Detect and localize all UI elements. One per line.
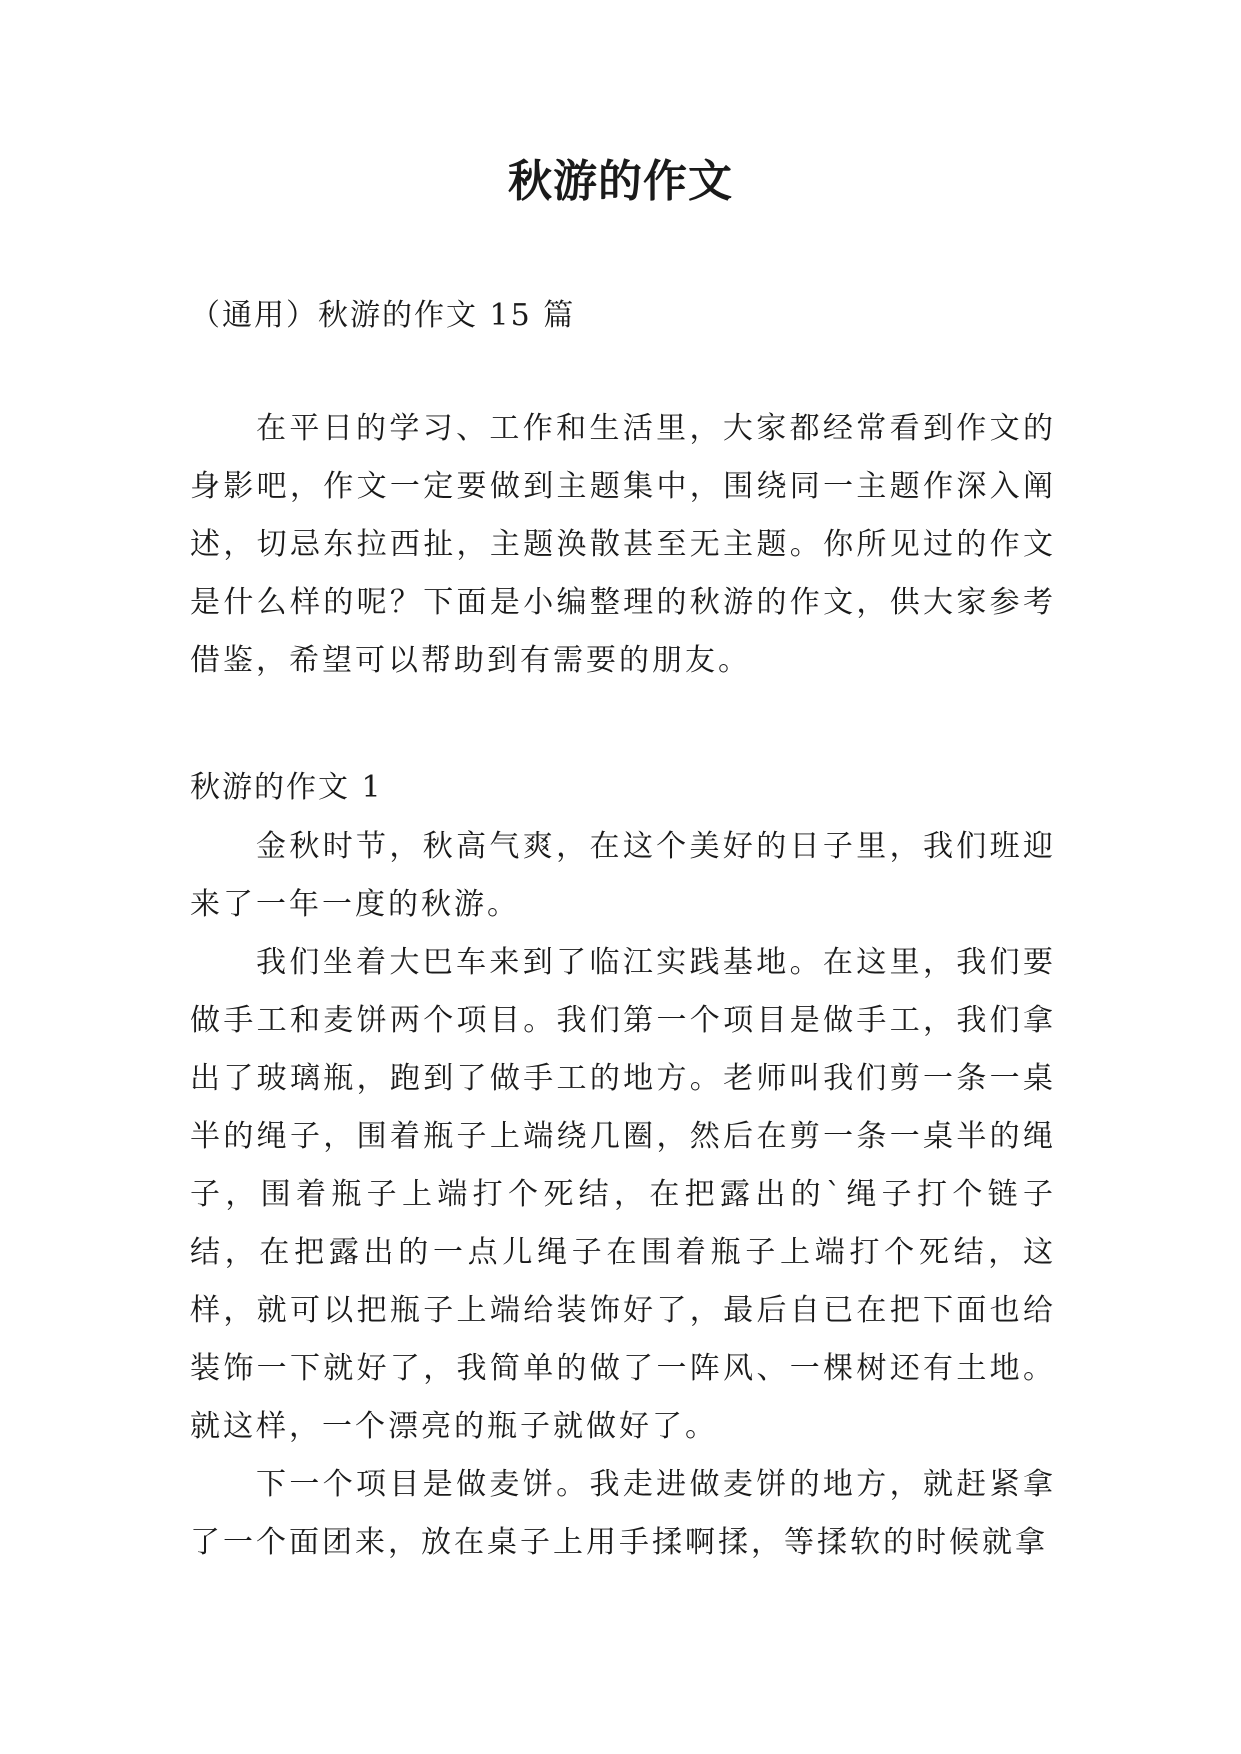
document-subtitle: （通用）秋游的作文 15 篇 xyxy=(190,298,576,333)
essay-body xyxy=(190,818,1056,1572)
intro-paragraph: 在平日的学习、工作和生活里，大家都经常看到作文的身影吧，作文一定要做到主题集中，围绕同一主题作深入阐述，切忌东拉西扯，主题涣散甚至无主题。你所见过的作文是什么样的呢？下面是小编整理的秋游的作文，供大家参考借鉴，希望可以帮助到有需要的朋友。 xyxy=(190,411,1056,678)
section-heading: 秋游的作文 1 xyxy=(190,770,383,805)
document-title: 秋游的作文 xyxy=(508,156,733,207)
essay-paragraph: 金秋时节，秋高气爽，在这个美好的日子里，我们班迎来了一年一度的秋游。 xyxy=(190,829,1056,922)
essay-paragraph: 我们坐着大巴车来到了临江实践基地。在这里，我们要做手工和麦饼两个项目。我们第一个项目是做手工，我们拿出了玻璃瓶，跑到了做手工的地方。老师叫我们剪一条一桌半的绳子，围着瓶子上端绕几圈，然后在剪一条一桌半的绳子，围着瓶子上端打个死结，在把露出的`绳子打个链子结，在把露出的一点儿绳子在围着瓶子上端打个死结，这样，就可以把瓶子上端给装饰好了，最后自已在把下面也给装饰一下就好了，我简单的做了一阵风、一棵树还有土地。就这样，一个漂亮的瓶子就做好了。 xyxy=(190,945,1056,1444)
essay-paragraph: 下一个项目是做麦饼。我走进做麦饼的地方，就赶紧拿了一个面团来，放在桌子上用手揉啊揉，等揉软的时候就拿 xyxy=(190,1467,1056,1560)
